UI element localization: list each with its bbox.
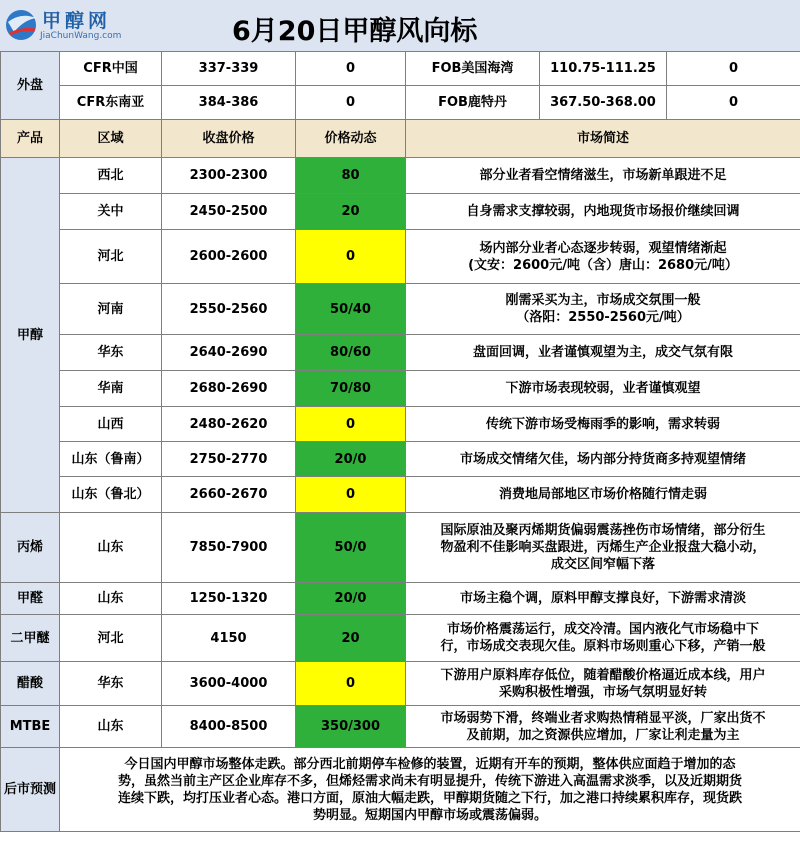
summary-line: 市场价格震荡运行，成交冷清。国内液化气市场稳中下 (446, 622, 759, 637)
forecast-line: 今日国内甲醇市场整体走跌。部分西北前期停车检修的装置，近期有开车的预期，整体供应面趋于增加的态 (124, 756, 736, 772)
summary-cell (406, 158, 800, 194)
column-header-row (1, 120, 800, 158)
table-row (1, 583, 800, 615)
table-row (1, 477, 800, 513)
region-cell: 华东 (60, 335, 162, 371)
outer-change: 0 (667, 86, 800, 120)
summary-line: (文安：2600元/吨（含）唐山：2680元/吨） (468, 257, 738, 273)
region-cell: 西北 (60, 158, 162, 194)
summary-line: 市场主稳个调，原料甲醇支撑良好，下游需求清淡 (459, 591, 746, 606)
summary-line: 下游用户原料库存低位，随着醋酸价格逼近成本线，用户 (440, 667, 766, 683)
price-cell: 2450-2500 (162, 194, 296, 230)
summary-line: 市场成交情绪欠佳，场内部分持货商多持观望情绪 (459, 451, 746, 467)
header-bar (0, 0, 800, 52)
brand-logo (4, 4, 122, 46)
summary-cell (406, 477, 800, 513)
price-table (0, 51, 800, 832)
outer-label: 外盘 (1, 52, 60, 120)
price-cell: 8400-8500 (162, 706, 296, 748)
summary-line: 传统下游市场受梅雨季的影响，需求转弱 (485, 416, 720, 432)
summary-cell (406, 230, 800, 284)
summary-cell (406, 706, 800, 748)
table-row (1, 284, 800, 335)
price-cell: 2640-2690 (162, 335, 296, 371)
summary-line: 下游市场表现较弱，业者谨慎观望 (505, 381, 701, 396)
outer-price: 367.50-368.00 (540, 86, 667, 120)
outer-price: 337-339 (162, 52, 296, 86)
price-cell: 2680-2690 (162, 371, 296, 407)
move-cell: 50/0 (296, 513, 406, 583)
region-cell: 山东（鲁南） (60, 442, 162, 477)
table-row (1, 513, 800, 583)
move-cell: 80/60 (296, 335, 406, 371)
outer-name: CFR中国 (60, 52, 162, 86)
move-cell: 20/0 (296, 442, 406, 477)
product-formaldehyde: 甲醛 (1, 583, 60, 615)
summary-cell (406, 662, 800, 706)
move-cell: 20 (296, 194, 406, 230)
forecast-line: 连续下跌，均打压业者心态。港口方面，原油大幅走跌，甲醇期货随之下行，加之港口持续累积库存，现货跌 (117, 790, 742, 806)
region-cell: 山东 (60, 513, 162, 583)
summary-cell (406, 284, 800, 335)
col-header-price-move: 价格动态 (296, 120, 406, 158)
outer-row-1 (1, 52, 800, 86)
page-title: 6月20日甲醇风向标 (232, 16, 478, 47)
col-header-close-price: 收盘价格 (162, 120, 296, 158)
table-row (1, 371, 800, 407)
price-cell: 2550-2560 (162, 284, 296, 335)
forecast-line: 势明显。短期国内甲醇市场或震荡偏弱。 (312, 807, 547, 823)
move-cell: 80 (296, 158, 406, 194)
region-cell: 山西 (60, 407, 162, 442)
table-row (1, 335, 800, 371)
product-propylene: 丙烯 (1, 513, 60, 583)
summary-line: （洛阳：2550-2560元/吨） (516, 310, 690, 325)
summary-cell (406, 407, 800, 442)
forecast-line: 势，虽然当前主产区企业库存不多，但烯烃需求尚未有明显提升，传统下游进入高温需求淡季，以及近期期货 (117, 773, 742, 789)
move-cell: 0 (296, 407, 406, 442)
summary-line: 场内部分业者心态逐步转弱，观望情绪渐起 (479, 240, 727, 256)
summary-cell (406, 371, 800, 407)
table-row (1, 230, 800, 284)
summary-line: 消费地局部地区市场价格随行情走弱 (498, 487, 707, 502)
globe-icon (4, 4, 40, 46)
move-cell: 0 (296, 662, 406, 706)
price-cell: 2660-2670 (162, 477, 296, 513)
region-cell: 河南 (60, 284, 162, 335)
summary-line: 刚需采买为主，市场成交氛围一般 (505, 293, 701, 308)
outer-change: 0 (667, 52, 800, 86)
summary-line: 市场弱势下滑，终端业者求购热情稍显平淡，厂家出货不 (440, 710, 766, 726)
summary-cell (406, 583, 800, 615)
forecast-text (60, 748, 800, 832)
summary-cell (406, 335, 800, 371)
forecast-label: 后市预测 (1, 748, 60, 832)
price-cell: 2300-2300 (162, 158, 296, 194)
summary-line: 采购积极性增强，市场气氛明显好转 (498, 684, 707, 700)
outer-change: 0 (296, 52, 406, 86)
price-cell: 2600-2600 (162, 230, 296, 284)
summary-cell (406, 442, 800, 477)
summary-cell (406, 615, 800, 662)
table-row (1, 442, 800, 477)
summary-cell (406, 194, 800, 230)
move-cell: 70/80 (296, 371, 406, 407)
product-dme: 二甲醚 (1, 615, 60, 662)
outer-name: FOB鹿特丹 (406, 86, 540, 120)
table-row (1, 194, 800, 230)
table-row (1, 706, 800, 748)
summary-line: 物盈利不佳影响买盘跟进，丙烯生产企业报盘大稳小动， (440, 540, 766, 555)
price-cell: 1250-1320 (162, 583, 296, 615)
price-cell: 4150 (162, 615, 296, 662)
table-row (1, 615, 800, 662)
col-header-summary: 市场简述 (406, 120, 800, 158)
summary-line: 成交区间窄幅下落 (550, 557, 655, 572)
summary-line: 自身需求支撑较弱，内地现货市场报价继续回调 (466, 204, 740, 219)
region-cell: 山东（鲁北） (60, 477, 162, 513)
outer-row-2 (1, 86, 800, 120)
move-cell: 20 (296, 615, 406, 662)
move-cell: 20/0 (296, 583, 406, 615)
product-methanol: 甲醇 (1, 158, 60, 513)
table-row (1, 407, 800, 442)
region-cell: 河北 (60, 230, 162, 284)
move-cell: 0 (296, 230, 406, 284)
outer-price: 110.75-111.25 (540, 52, 667, 86)
summary-line: 部分业者看空情绪滋生，市场新单跟进不足 (479, 168, 727, 183)
product-mtbe: MTBE (1, 706, 60, 748)
region-cell: 华南 (60, 371, 162, 407)
region-cell: 关中 (60, 194, 162, 230)
region-cell: 华东 (60, 662, 162, 706)
price-cell: 3600-4000 (162, 662, 296, 706)
region-cell: 河北 (60, 615, 162, 662)
outer-name: CFR东南亚 (60, 86, 162, 120)
col-header-product: 产品 (1, 120, 60, 158)
summary-line: 盘面回调，业者谨慎观望为主，成交气氛有限 (472, 345, 733, 360)
price-cell: 7850-7900 (162, 513, 296, 583)
outer-change: 0 (296, 86, 406, 120)
summary-cell (406, 513, 800, 583)
outer-name: FOB美国海湾 (406, 52, 540, 86)
summary-line: 行，市场成交表现欠佳。原料市场则重心下移，产销一般 (440, 639, 766, 654)
move-cell: 50/40 (296, 284, 406, 335)
logo-chinese-text: 甲醇网 (42, 10, 112, 32)
move-cell: 0 (296, 477, 406, 513)
price-cell: 2750-2770 (162, 442, 296, 477)
table-row (1, 158, 800, 194)
summary-line: 国际原油及聚丙烯期货偏弱震荡挫伤市场情绪，部分衍生 (440, 523, 766, 538)
move-cell: 350/300 (296, 706, 406, 748)
summary-line: 及前期，加之资源供应增加，厂家让利走量为主 (466, 727, 740, 743)
product-acetic-acid: 醋酸 (1, 662, 60, 706)
region-cell: 山东 (60, 583, 162, 615)
forecast-row (1, 748, 800, 832)
price-cell: 2480-2620 (162, 407, 296, 442)
logo-english-text: JiaChunWang.com (40, 31, 122, 41)
col-header-region: 区域 (60, 120, 162, 158)
outer-price: 384-386 (162, 86, 296, 120)
region-cell: 山东 (60, 706, 162, 748)
table-row (1, 662, 800, 706)
